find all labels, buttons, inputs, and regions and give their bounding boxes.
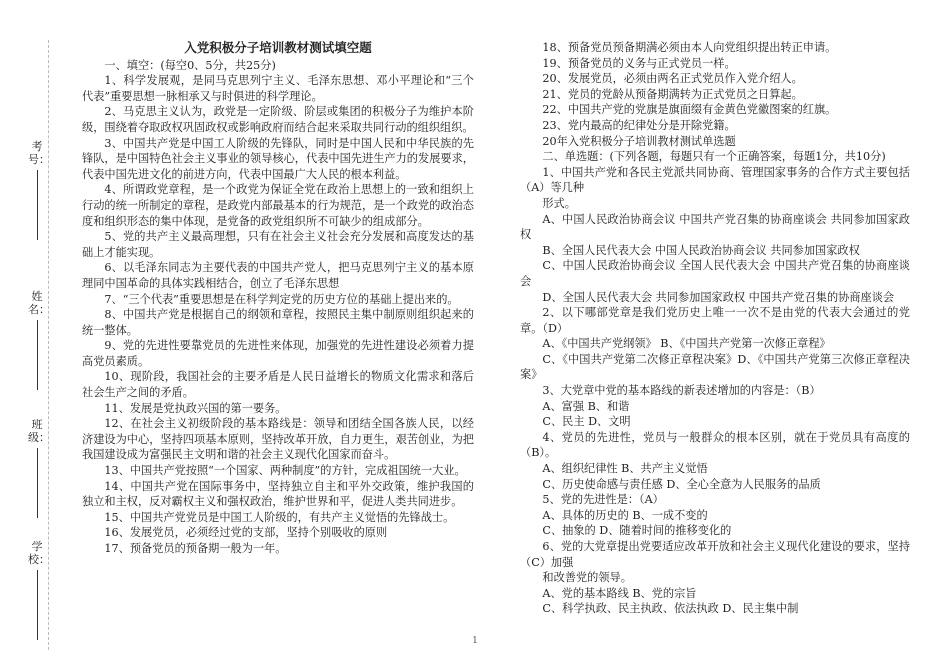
fill-item: 23、党内最高的纪律处分是开除党籍。 xyxy=(542,118,736,132)
section-heading: 一、填空：(每空0、5分，共25分) xyxy=(104,58,276,72)
document-title: 入党积极分子培训教材测试填空题 xyxy=(184,40,372,55)
choice-question-cont: 和改善党的领导。 xyxy=(542,571,632,585)
choice-question: 2、以下哪部党章是我们党历史上唯一一次不是由党的代表大会通过的党章。（D） xyxy=(520,306,910,335)
choice-question: 1、中国共产党和各民主党派共同协商、管理国家事务的合作方式主要包括（A）等几种 xyxy=(520,165,910,195)
choice-option: C、中国人民政治协商会议 全国人民代表大会 中国共产党召集的协商座谈会 xyxy=(520,259,910,288)
choice-question: 3、大党章中党的基本路线的新表述增加的内容是：（B） xyxy=(542,384,821,398)
fill-item: 17、预备党员的预备期一般为一年。 xyxy=(104,542,287,555)
fill-item: 6、以毛泽东同志为主要代表的中国共产党人，把马克思列宁主义的基本原理同中国革命的具体实践相结合，创立了毛泽东思想 xyxy=(82,261,474,290)
class-field xyxy=(28,418,50,518)
fill-item: 7、“三个代表”重要思想是在科学判定党的历史方位的基础上提出来的。 xyxy=(104,292,459,306)
fill-item: 14、中国共产党在国际事务中，坚持独立自主和平外交政策，维护我国的独立和主权，反对霸权主义和强权政治，维护世界和平，促进人类共同进步。 xyxy=(82,479,474,509)
exam-number-label: 考号： xyxy=(28,140,50,166)
choice-question-cont: 形式。 xyxy=(542,196,576,210)
right-column xyxy=(520,40,910,617)
fill-item: 1、科学发展观，是同马克思列宁主义、毛泽东思想、邓小平理论和“三个代表”重要思想一脉相承又与时俱进的科学理论。 xyxy=(82,74,474,103)
fill-item: 2、马克思主义认为，政党是一定阶级、阶层或集团的积极分子为维护本阶级，围绕着夺取政权巩固政权或影响政府而结合起来采取共同行动的组织组织。 xyxy=(82,105,474,134)
choice-question: 4、党员的先进性，党员与一般群众的根本区别，就在于党员具有高度的（B）。 xyxy=(520,430,910,460)
class-label: 班级： xyxy=(28,418,50,444)
choice-option: A、党的基本路线 B、党的宗旨 xyxy=(542,586,697,600)
fill-item: 19、预备党员的义务与正式党员一样。 xyxy=(542,56,736,70)
choice-question: 6、党的大党章提出党要适应改革开放和社会主义现代化建设的要求，坚持（C）加强 xyxy=(520,540,910,569)
choice-option: C、抽象的 D、随着时间的推移变化的 xyxy=(542,524,732,538)
name-line xyxy=(37,320,38,390)
choice-option: C、历史使命感与责任感 D、全心全意为人民服务的品质 xyxy=(542,477,821,491)
class-line xyxy=(37,448,38,518)
choice-option: B、全国人民代表大会 中国人民政治协商会议 共同参加国家政权 xyxy=(542,243,860,257)
fill-item: 20、发展党员，必须由两名正式党员作入党介绍人。 xyxy=(542,72,803,86)
school-line xyxy=(37,570,38,640)
choice-option: A、《中国共产党纲领》 B、《中国共产党第一次修正章程》 xyxy=(542,337,831,351)
name-field xyxy=(28,290,50,390)
page-number: 1 xyxy=(472,636,478,646)
fill-item: 11、发展是党执政兴国的第一要务。 xyxy=(104,401,287,415)
fill-item: 13、中国共产党按照“一个国家、两种制度”的方针，完成祖国统一大业。 xyxy=(104,464,466,478)
fill-item: 9、党的先进性要靠党员的先进性来体现，加强党的先进性建设必须着力提高党员素质。 xyxy=(82,339,474,368)
exam-number-field xyxy=(28,140,50,240)
fill-item: 5、党的共产主义最高理想，只有在社会主义社会充分发展和高度发达的基础上才能实现。 xyxy=(82,230,474,259)
fill-item: 8、中国共产党是根据自己的纲领和章程，按照民主集中制原则组织起来的统一整体。 xyxy=(82,308,474,337)
choice-option: A、组织纪律性 B、共产主义觉悟 xyxy=(542,462,708,476)
fill-item: 22、中国共产党的党旗是旗面缀有金黄色党徽图案的红旗。 xyxy=(542,103,837,117)
fill-item: 3、中国共产党是中国工人阶级的先锋队，同时是中国人民和中华民族的先锋队，是中国特色社会主义事业的领导核心，代表中国先进生产力的发展要求，代表中国先进文化的前进方向，代表中国最广大人民的根本利益。 xyxy=(82,136,474,181)
exam-number-line xyxy=(37,170,38,240)
fill-item: 21、党员的党龄从预备期满转为正式党员之日算起。 xyxy=(542,87,803,101)
fill-item: 16、发展党员，必须经过党的支部，坚持个别吸收的原则 xyxy=(104,526,388,540)
choice-option: C、《中国共产党第二次修正章程决案》D、《中国共产党第三次修正章程决案》 xyxy=(520,352,910,382)
school-field xyxy=(28,540,50,640)
choice-option: D、全国人民代表大会 共同参加国家政权 中国共产党召集的协商座谈会 xyxy=(542,290,895,304)
school-label: 学校： xyxy=(28,540,50,566)
choice-option: A、中国人民政治协商会议 中国共产党召集的协商座谈会 共同参加国家政权 xyxy=(520,212,910,242)
binding-margin xyxy=(0,0,70,671)
fill-item: 4、所谓政党章程，是一个政党为保证全党在政治上思想上的一致和组织上行动的统一所制定的章程，是政党内部最基本的行为规范，是一个政党的政治态度和组织形态的集中体现，是党备的政党组织所不可缺少的组成部分。 xyxy=(82,183,474,228)
name-label: 姓名： xyxy=(28,290,50,316)
choice-option: A、富强 B、和谐 xyxy=(542,399,630,413)
choice-option: C、民主 D、文明 xyxy=(542,415,631,429)
fill-item: 12、在社会主义初级阶段的基本路线是：领导和团结全国各族人民，以经济建设为中心，坚持四项基本原则，坚持改革开放，自力更生，艰苦创业，为把我国建设成为富强民主文明和谐的社会主义现代化国家而奋斗。 xyxy=(82,417,474,462)
fill-item: 10、现阶段，我国社会的主要矛盾是人民日益增长的物质文化需求和落后社会生产之间的矛盾。 xyxy=(82,370,474,400)
fill-item: 18、预备党员预备期满必须由本人向党组织提出转正申请。 xyxy=(542,41,837,54)
left-column xyxy=(82,40,474,557)
choice-question: 5、党的先进性是：（A） xyxy=(542,493,664,507)
fill-item: 15、中国共产党党员是中国工人阶级的，有共产主义觉悟的先锋战士。 xyxy=(104,510,455,524)
subsection-title: 20年入党积极分子培训教材测试单选题 xyxy=(542,134,736,148)
section-heading: 二、单选题：(下列各题，每题只有一个正确答案，每题1分，共10分) xyxy=(542,150,886,164)
choice-option: C、科学执政、民主执政、依法执政 D、民主集中制 xyxy=(542,602,799,616)
choice-option: A、具体的历史的 B、一成不变的 xyxy=(542,508,708,522)
